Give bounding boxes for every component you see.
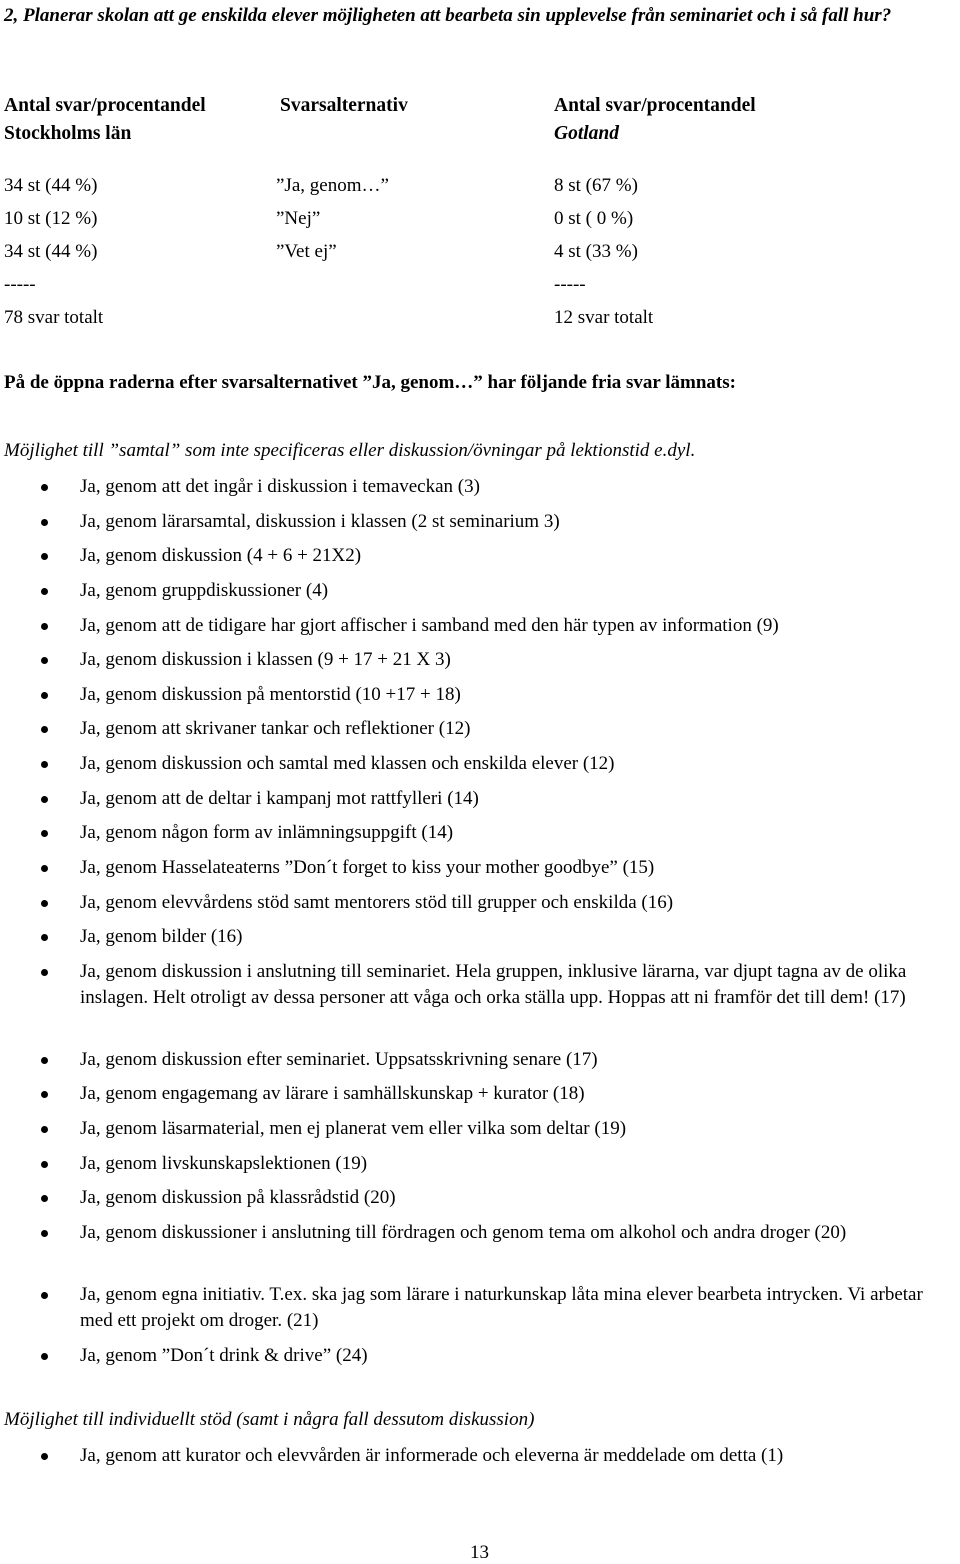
header-gotland-line1: Antal svar/procentandel <box>554 95 756 116</box>
row-1-gotland: 8 st (67 %) <box>554 175 638 196</box>
list-item-text: Ja, genom läsarmaterial, men ej planerat vem eller vilka som deltar (19) <box>80 1118 627 1139</box>
bullet-icon <box>41 900 48 907</box>
bullet-icon <box>41 553 48 560</box>
list-item-text: Ja, genom att det ingår i diskussion i temaveckan (3) <box>80 476 480 497</box>
header-stockholm <box>4 92 206 148</box>
list-item-text: Ja, genom livskunskapslektionen (19) <box>80 1153 368 1174</box>
bullet-icon <box>41 1057 48 1064</box>
bullet-icon <box>41 761 48 768</box>
header-gotland-line2: Gotland <box>554 123 620 144</box>
list-item-text: Ja, genom lärarsamtal, diskussion i klassen (2 st seminarium 3) <box>80 511 560 532</box>
list-item-text: Ja, genom diskussion i anslutning till seminariet. Hela gruppen, inklusive lärarna, var djupt tagna av de olika inslagen. Helt otroligt av dessa personer att våga och orka ställa upp. Hoppas att ni framför det till dem! (17) <box>80 961 907 1008</box>
group1-title: Möjlighet till ”samtal” som inte specificeras eller diskussion/övningar på lektionstid e.dyl. <box>4 440 696 461</box>
bullet-icon <box>41 1292 48 1299</box>
total-gotland: 12 svar totalt <box>554 307 654 328</box>
divider-stockholm: ----- <box>4 274 36 295</box>
list-item-text: Ja, genom att skrivaner tankar och reflektioner (12) <box>80 718 471 739</box>
bullet-icon <box>41 1161 48 1168</box>
list-item-text: Ja, genom diskussion efter seminariet. Uppsatsskrivning senare (17) <box>80 1049 598 1070</box>
list-item-text: Ja, genom bilder (16) <box>80 926 243 947</box>
bullet-icon <box>41 1126 48 1133</box>
list-item-text: Ja, genom diskussion och samtal med klassen och enskilda elever (12) <box>80 753 615 774</box>
bullet-icon <box>41 623 48 630</box>
list-item-text: Ja, genom någon form av inlämningsuppgift (14) <box>80 822 454 843</box>
row-2-gotland: 0 st ( 0 %) <box>554 208 634 229</box>
row-3-stockholm: 34 st (44 %) <box>4 241 98 262</box>
list-item-text: Ja, genom elevvårdens stöd samt mentorers stöd till grupper och enskilda (16) <box>80 892 674 913</box>
list-item-text: Ja, genom att kurator och elevvården är informerade och eleverna är meddelade om detta (1) <box>80 1445 784 1466</box>
list-item-text: Ja, genom engagemang av lärare i samhällskunskap + kurator (18) <box>80 1083 585 1104</box>
bullet-icon <box>41 934 48 941</box>
row-2-stockholm: 10 st (12 %) <box>4 208 98 229</box>
bullet-icon <box>41 588 48 595</box>
list-item-text: Ja, genom egna initiativ. T.ex. ska jag som lärare i naturkunskap låta mina elever bearbeta intrycken. Vi arbetar med ett projekt om droger. (21) <box>80 1284 923 1331</box>
header-svarsalternativ <box>280 92 408 120</box>
bullet-icon <box>41 726 48 733</box>
row-3-gotland: 4 st (33 %) <box>554 241 638 262</box>
list-item-text: Ja, genom diskussion (4 + 6 + 21X2) <box>80 545 362 566</box>
list-item-text: Ja, genom diskussion på klassrådstid (20) <box>80 1187 396 1208</box>
list-item-text: Ja, genom gruppdiskussioner (4) <box>80 580 329 601</box>
bullet-icon <box>41 1195 48 1202</box>
bullet-icon <box>41 830 48 837</box>
row-1-alternative: ”Ja, genom…” <box>276 175 389 196</box>
bullet-icon <box>41 1353 48 1360</box>
total-stockholm: 78 svar totalt <box>4 307 104 328</box>
bullet-icon <box>41 1230 48 1237</box>
bullet-icon <box>41 484 48 491</box>
list-item-text: Ja, genom att de tidigare har gjort affischer i samband med den här typen av information (9) <box>80 615 779 636</box>
list-item-text: Ja, genom att de deltar i kampanj mot rattfylleri (14) <box>80 788 479 809</box>
header-stockholm-line2: Stockholms län <box>4 123 132 144</box>
bullet-icon <box>41 692 48 699</box>
bullet-icon <box>41 519 48 526</box>
list-item-text: Ja, genom diskussioner i anslutning till fördragen och genom tema om alkohol och andra droger (20) <box>80 1222 847 1243</box>
list-item-text: Ja, genom ”Don´t drink & drive” (24) <box>80 1345 368 1366</box>
header-svarsalternativ-label: Svarsalternativ <box>280 95 408 116</box>
bullet-icon <box>41 969 48 976</box>
header-stockholm-line1: Antal svar/procentandel <box>4 95 206 116</box>
bullet-icon <box>41 865 48 872</box>
divider-gotland: ----- <box>554 274 586 295</box>
bullet-icon <box>41 796 48 803</box>
row-3-alternative: ”Vet ej” <box>276 241 337 262</box>
list-item-text: Ja, genom Hasselateaterns ”Don´t forget to kiss your mother goodbye” (15) <box>80 857 655 878</box>
bullet-icon <box>41 1453 48 1460</box>
row-2-alternative: ”Nej” <box>276 208 321 229</box>
row-1-stockholm: 34 st (44 %) <box>4 175 98 196</box>
bullet-icon <box>41 657 48 664</box>
group2-title: Möjlighet till individuellt stöd (samt i några fall dessutom diskussion) <box>4 1409 535 1430</box>
list-item-text: Ja, genom diskussion på mentorstid (10 +17 + 18) <box>80 684 461 705</box>
question-heading: 2, Planerar skolan att ge enskilda elever möjligheten att bearbeta sin upplevelse från seminariet och i så fall hur? <box>4 5 892 26</box>
bullet-icon <box>41 1091 48 1098</box>
open-answers-heading: På de öppna raderna efter svarsalternativet ”Ja, genom…” har följande fria svar lämnats: <box>4 372 736 393</box>
header-gotland <box>554 92 756 148</box>
list-item-text: Ja, genom diskussion i klassen (9 + 17 + 21 X 3) <box>80 649 451 670</box>
page-number: 13 <box>470 1542 489 1563</box>
